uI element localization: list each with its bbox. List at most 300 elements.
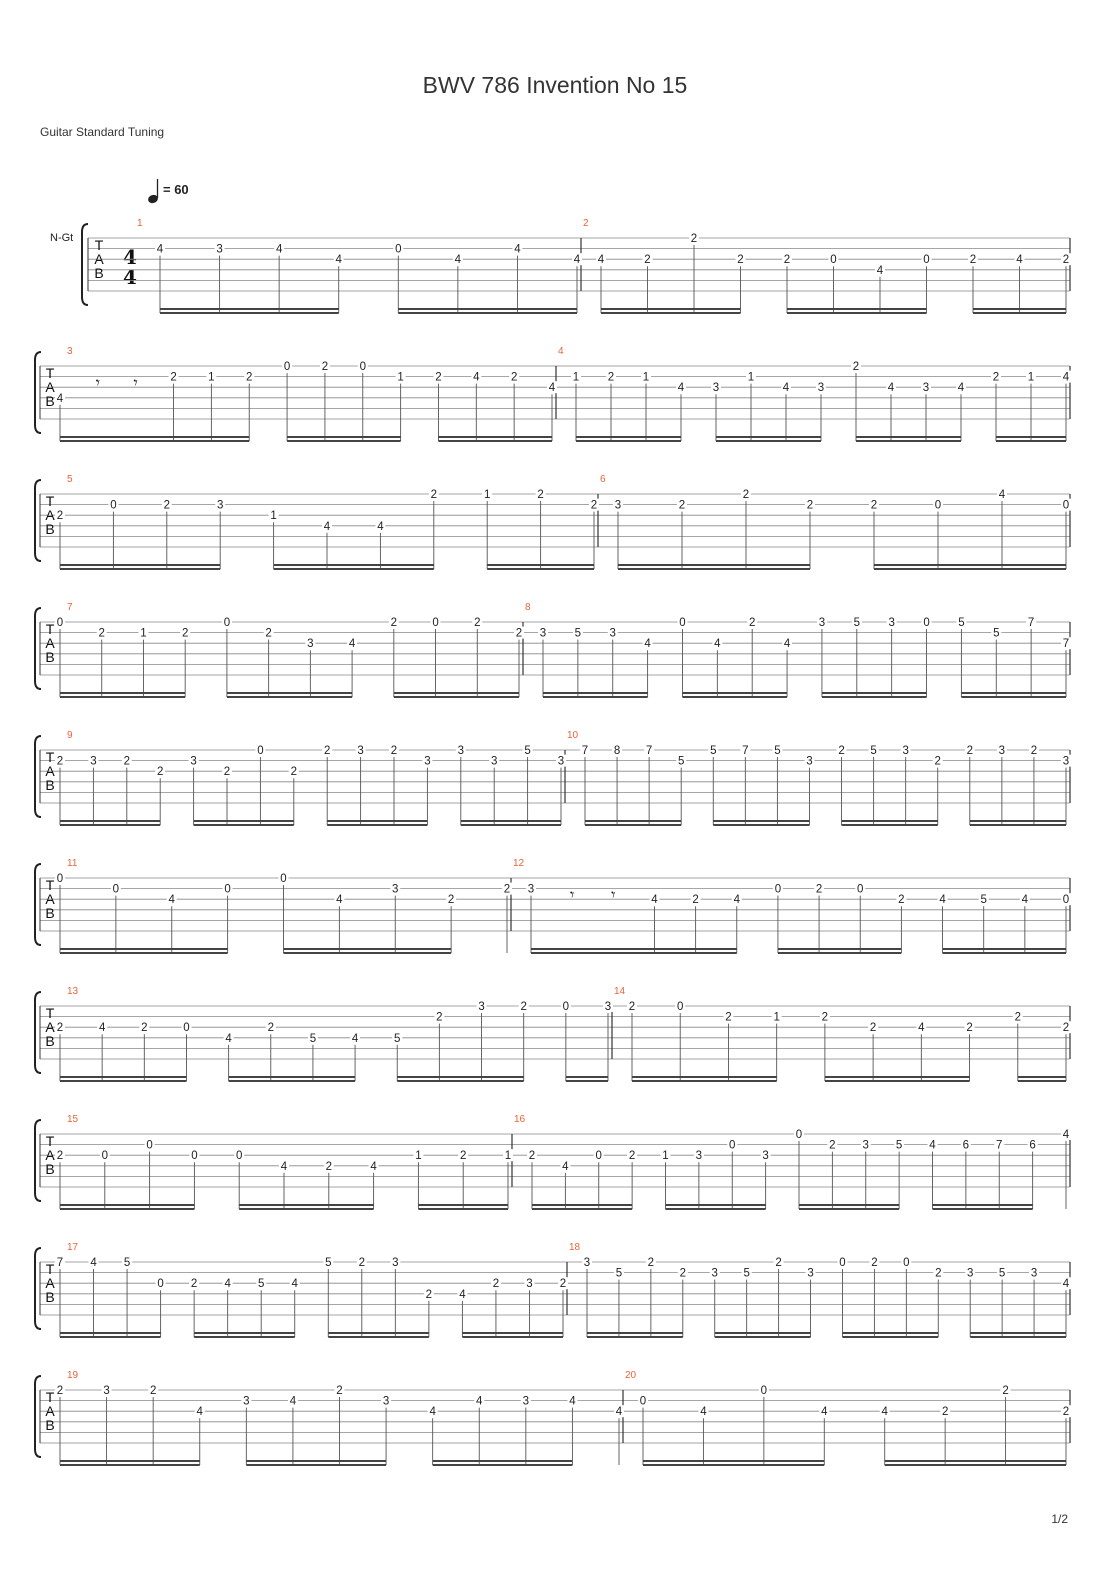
fret-number: 4: [98, 1022, 106, 1035]
tab-clef-letter: A: [45, 1147, 55, 1163]
tab-clef-letter: T: [45, 1005, 55, 1021]
fret-number: 2: [838, 745, 845, 757]
staff-bracket: [82, 224, 88, 305]
fret-number: 3: [583, 1257, 591, 1269]
measure-number: 19: [67, 1370, 79, 1381]
fret-number: 4: [275, 243, 283, 256]
fret-number: 5: [524, 745, 531, 757]
fret-number: 0: [157, 1278, 164, 1291]
fret-number: 4: [1021, 894, 1029, 907]
fret-number: 2: [1030, 745, 1038, 757]
fret-number: 4: [1062, 371, 1070, 384]
fret-number: 3: [522, 1395, 530, 1408]
fret-number: 5: [394, 1032, 401, 1045]
fret-number: 2: [935, 1267, 942, 1280]
fret-number: 4: [514, 243, 521, 256]
fret-number: 5: [574, 627, 582, 640]
fret-number: 0: [1062, 894, 1070, 907]
fret-number: 3: [190, 755, 197, 768]
fret-number: 0: [857, 883, 864, 896]
fret-number: 3: [392, 883, 399, 896]
fret-number: 2: [390, 617, 398, 629]
fret-number: 0: [101, 1150, 109, 1163]
fret-number: 3: [888, 617, 895, 629]
fret-number: 2: [748, 617, 756, 629]
fret-number: 4: [881, 1406, 888, 1419]
fret-number: 3: [103, 1385, 110, 1397]
measure-number: 1: [137, 218, 143, 229]
fret-number: 5: [980, 894, 987, 907]
fret-number: 2: [966, 1022, 973, 1035]
measure-number: 6: [600, 474, 606, 485]
fret-number: 2: [267, 1022, 274, 1035]
fret-number: 5: [257, 1278, 265, 1291]
fret-number: 3: [609, 627, 616, 640]
fret-number: 2: [628, 1001, 636, 1013]
tab-clef-letter: B: [45, 649, 55, 665]
fret-number: 8: [613, 745, 621, 757]
fret-number: 3: [862, 1139, 869, 1152]
fret-number: 4: [1016, 254, 1023, 267]
fret-number: 3: [806, 755, 813, 768]
fret-number: 6: [1029, 1139, 1036, 1152]
fret-number: 3: [216, 243, 223, 256]
tab-clef-letter: A: [45, 1403, 55, 1419]
fret-number: 4: [821, 1406, 828, 1419]
fret-number: 0: [283, 361, 291, 373]
tab-clef-letter: B: [45, 521, 55, 537]
fret-number: 4: [644, 638, 651, 651]
fret-number: 2: [1002, 1385, 1009, 1397]
fret-number: 2: [425, 1288, 433, 1301]
fret-number: 4: [569, 1395, 576, 1408]
fret-number: 3: [557, 755, 565, 768]
fret-number: 2: [1062, 1022, 1070, 1035]
fret-number: 0: [432, 617, 439, 629]
rest-icon: 𝄾: [570, 885, 575, 904]
tab-clef-letter: A: [45, 507, 55, 523]
fret-number: 2: [474, 617, 481, 629]
fret-number: 2: [590, 499, 598, 512]
fret-number: 4: [473, 371, 480, 384]
fret-number: 1: [504, 1150, 512, 1163]
track-name: N-Gt: [50, 232, 74, 244]
fret-number: 2: [1062, 254, 1070, 267]
fret-number: 0: [839, 1257, 846, 1269]
fret-number: 2: [358, 1257, 366, 1269]
rest-icon: 𝄾: [133, 373, 138, 392]
measure-number: 9: [67, 730, 73, 741]
fret-number: 5: [895, 1139, 903, 1152]
fret-number: 2: [265, 627, 272, 640]
fret-number: 5: [710, 745, 717, 757]
fret-number: 3: [1062, 755, 1070, 768]
fret-number: 4: [289, 1395, 297, 1408]
score-title: BWV 786 Invention No 15: [422, 72, 688, 98]
fret-number: 3: [614, 499, 622, 512]
tab-clef-letter: T: [45, 749, 55, 765]
fret-number: 3: [818, 617, 826, 629]
fret-number: 1: [415, 1150, 422, 1163]
tab-clef-letter: B: [45, 1161, 55, 1177]
fret-number: 1: [572, 371, 580, 384]
fret-number: 4: [929, 1139, 936, 1152]
fret-number: 4: [876, 264, 884, 277]
fret-number: 0: [146, 1139, 153, 1152]
fret-number: 0: [183, 1022, 190, 1035]
fret-number: 1: [662, 1150, 669, 1163]
fret-number: 0: [112, 883, 120, 896]
fret-number: 0: [56, 873, 64, 885]
fret-number: 4: [56, 392, 64, 405]
fret-number: 0: [359, 361, 366, 373]
fret-number: 2: [321, 361, 329, 373]
fret-number: 2: [783, 254, 791, 267]
fret-number: 2: [898, 894, 905, 907]
fret-number: 2: [607, 371, 615, 384]
fret-number: 3: [902, 745, 909, 757]
fret-number: 3: [216, 499, 224, 512]
fret-number: 5: [870, 745, 877, 757]
fret-number: 0: [257, 745, 264, 757]
fret-number: 4: [998, 489, 1006, 501]
fret-number: 3: [478, 1001, 485, 1013]
tab-clef-letter: T: [45, 1389, 55, 1405]
fret-number: 7: [645, 745, 653, 757]
fret-number: 4: [291, 1278, 298, 1291]
rest-icon: 𝄾: [611, 885, 616, 904]
fret-number: 7: [996, 1139, 1003, 1152]
fret-number: 0: [595, 1150, 602, 1163]
fret-number: 4: [196, 1406, 203, 1419]
fret-number: 2: [871, 1257, 878, 1269]
measure-number: 4: [558, 346, 564, 357]
fret-number: 4: [733, 894, 740, 907]
fret-number: 4: [918, 1022, 925, 1035]
fret-number: 2: [537, 489, 544, 501]
fret-number: 4: [335, 254, 342, 267]
fret-number: 0: [223, 617, 231, 629]
fret-number: 2: [934, 755, 941, 768]
fret-number: 7: [581, 745, 589, 757]
tab-clef-letter: A: [94, 251, 104, 267]
fret-number: 4: [168, 894, 175, 907]
fret-number: 3: [966, 1267, 974, 1280]
measure-number: 16: [514, 1114, 526, 1125]
fret-number: 2: [163, 499, 171, 512]
measure-number: 17: [67, 1242, 79, 1253]
fret-number: 2: [775, 1257, 782, 1269]
fret-number: 3: [807, 1267, 814, 1280]
fret-number: 2: [628, 1150, 636, 1163]
fret-number: 3: [1030, 1267, 1038, 1280]
measure-number: 20: [625, 1370, 637, 1381]
measure-number: 8: [525, 602, 531, 613]
fret-number: 0: [934, 499, 942, 512]
fret-number: 2: [515, 627, 523, 640]
fret-number: 4: [348, 638, 356, 651]
tab-clef-letter: B: [45, 1033, 55, 1049]
tuning-label: Guitar Standard Tuning: [40, 125, 165, 139]
tab-clef-letter: B: [45, 777, 55, 793]
fret-number: 3: [527, 883, 535, 896]
fret-number: 4: [887, 382, 895, 395]
fret-number: 2: [869, 1022, 877, 1035]
fret-number: 0: [760, 1385, 768, 1397]
fret-number: 3: [762, 1150, 769, 1163]
measure-number: 5: [67, 474, 73, 485]
measure-number: 13: [67, 986, 79, 997]
fret-number: 5: [677, 755, 685, 768]
tempo-marking: = 60: [163, 182, 189, 197]
tab-clef-letter: B: [45, 1289, 55, 1305]
fret-number: 0: [677, 1001, 684, 1013]
measure-number: 15: [67, 1114, 79, 1125]
fret-number: 4: [1062, 1278, 1070, 1291]
fret-number: 1: [642, 371, 650, 384]
page-number: 1/2: [1051, 1512, 1068, 1526]
fret-number: 5: [993, 627, 1000, 640]
tab-clef-letter: B: [45, 393, 55, 409]
measure-number: 14: [614, 986, 626, 997]
fret-number: 2: [141, 1022, 148, 1035]
fret-number: 2: [966, 745, 974, 757]
tab-clef-letter: B: [45, 1417, 55, 1433]
fret-number: 2: [56, 755, 64, 768]
fret-number: 2: [941, 1406, 949, 1419]
fret-number: 3: [457, 745, 465, 757]
fret-number: 0: [923, 254, 930, 267]
fret-number: 4: [562, 1160, 569, 1173]
fret-number: 3: [817, 382, 825, 395]
fret-number: 2: [503, 883, 511, 896]
fret-number: 2: [510, 371, 518, 384]
fret-number: 3: [712, 382, 720, 395]
fret-number: 2: [806, 499, 814, 512]
fret-number: 2: [520, 1001, 527, 1013]
fret-number: 3: [526, 1278, 533, 1291]
fret-number: 3: [382, 1395, 390, 1408]
fret-number: 4: [939, 894, 946, 907]
tab-clef-letter: B: [45, 905, 55, 921]
fret-number: 2: [56, 1150, 64, 1163]
fret-number: 2: [436, 1011, 443, 1024]
rest-icon: 𝄾: [95, 373, 100, 392]
fret-number: 2: [190, 1278, 198, 1291]
fret-number: 3: [539, 627, 547, 640]
measure-number: 2: [583, 218, 589, 229]
fret-number: 2: [459, 1150, 467, 1163]
fret-number: 2: [223, 766, 231, 779]
fret-number: 3: [604, 1001, 612, 1013]
fret-number: 3: [695, 1150, 703, 1163]
fret-number: 1: [773, 1011, 780, 1024]
fret-number: 0: [679, 617, 686, 629]
measure-number: 3: [67, 346, 73, 357]
tab-clef-letter: A: [45, 891, 55, 907]
fret-number: 2: [992, 371, 1000, 384]
fret-number: 3: [392, 1257, 399, 1269]
fret-number: 4: [651, 894, 658, 907]
fret-number: 2: [852, 361, 860, 373]
fret-number: 2: [559, 1278, 567, 1291]
measure-number: 18: [569, 1242, 581, 1253]
fret-number: 5: [958, 617, 965, 629]
fret-number: 3: [998, 745, 1006, 757]
fret-number: 4: [476, 1395, 483, 1408]
fret-number: 4: [280, 1160, 288, 1173]
fret-number: 1: [397, 371, 404, 384]
tab-clef-letter: T: [45, 877, 55, 893]
fret-number: 4: [548, 382, 556, 395]
fret-number: 2: [246, 371, 253, 384]
fret-number: 0: [395, 243, 402, 256]
fret-number: 4: [957, 382, 965, 395]
fret-number: 1: [140, 627, 147, 640]
fret-number: 2: [170, 371, 177, 384]
fret-number: 2: [323, 745, 331, 757]
fret-number: 2: [725, 1011, 732, 1024]
fret-number: 2: [123, 755, 131, 768]
fret-number: 0: [56, 617, 64, 629]
fret-number: 2: [815, 883, 823, 896]
fret-number: 4: [782, 382, 790, 395]
tab-clef-letter: A: [45, 1275, 55, 1291]
tab-clef-letter: T: [94, 237, 104, 253]
fret-number: 2: [969, 254, 977, 267]
fret-number: 0: [639, 1395, 647, 1408]
fret-number: 0: [235, 1150, 243, 1163]
fret-number: 4: [615, 1406, 623, 1419]
fret-number: 0: [191, 1150, 198, 1163]
measure-number: 10: [567, 730, 579, 741]
measure-number: 7: [67, 602, 73, 613]
fret-number: 6: [962, 1139, 970, 1152]
fret-number: 4: [377, 520, 384, 533]
fret-number: 2: [156, 766, 164, 779]
fret-number: 4: [459, 1288, 466, 1301]
fret-number: 2: [181, 627, 189, 640]
fret-number: 3: [424, 755, 431, 768]
fret-number: 4: [597, 254, 605, 267]
fret-number: 2: [737, 254, 744, 267]
tab-clef-letter: A: [45, 763, 55, 779]
fret-number: 5: [853, 617, 861, 629]
fret-number: 3: [490, 755, 498, 768]
fret-number: 2: [492, 1278, 500, 1291]
fret-number: 0: [729, 1139, 736, 1152]
fret-number: 0: [903, 1257, 910, 1269]
fret-number: 1: [747, 371, 755, 384]
fret-number: 4: [1062, 1129, 1070, 1141]
tab-clef-letter: A: [45, 635, 55, 651]
fret-number: 2: [430, 489, 438, 501]
fret-number: 5: [743, 1267, 750, 1280]
fret-number: 2: [678, 499, 686, 512]
fret-number: 4: [783, 638, 791, 651]
fret-number: 2: [829, 1139, 836, 1152]
fret-number: 2: [742, 489, 750, 501]
fret-number: 1: [270, 510, 277, 523]
fret-number: 4: [90, 1257, 97, 1269]
fret-number: 2: [325, 1160, 333, 1173]
tab-clef-letter: T: [45, 1261, 55, 1277]
fret-number: 7: [742, 745, 749, 757]
fret-number: 2: [56, 1022, 64, 1035]
fret-number: 4: [700, 1406, 707, 1419]
fret-number: 3: [711, 1267, 718, 1280]
fret-number: 4: [573, 254, 581, 267]
fret-number: 1: [208, 371, 215, 384]
tab-clef-letter: T: [45, 365, 55, 381]
fret-number: 7: [1027, 617, 1035, 629]
fret-number: 3: [243, 1395, 250, 1408]
time-signature-top: 4: [123, 245, 137, 269]
fret-number: 0: [224, 883, 231, 896]
fret-number: 4: [714, 638, 721, 651]
fret-number: 2: [435, 371, 442, 384]
fret-number: 2: [870, 499, 878, 512]
fret-number: 2: [336, 1385, 343, 1397]
fret-number: 4: [677, 382, 685, 395]
fret-number: 4: [454, 254, 462, 267]
fret-number: 0: [795, 1129, 803, 1141]
fret-number: 5: [309, 1032, 317, 1045]
fret-number: 5: [325, 1257, 332, 1269]
fret-number: 4: [351, 1032, 359, 1045]
fret-number: 4: [156, 243, 164, 256]
fret-number: 5: [774, 745, 781, 757]
fret-number: 0: [1062, 499, 1070, 512]
fret-number: 2: [447, 894, 455, 907]
fret-number: 0: [280, 873, 287, 885]
tab-clef-letter: A: [45, 379, 55, 395]
fret-number: 3: [922, 382, 930, 395]
fret-number: 2: [1062, 1406, 1070, 1419]
tab-clef-letter: B: [94, 265, 104, 281]
fret-number: 0: [923, 617, 930, 629]
fret-number: 4: [225, 1032, 232, 1045]
fret-number: 2: [644, 254, 651, 267]
fret-number: 2: [56, 1385, 64, 1397]
fret-number: 4: [336, 894, 343, 907]
fret-number: 0: [110, 499, 117, 512]
fret-number: 7: [56, 1257, 64, 1269]
fret-number: 0: [830, 254, 837, 267]
measure-number: 11: [67, 858, 78, 869]
fret-number: 2: [149, 1385, 157, 1397]
tab-clef-letter: T: [45, 621, 55, 637]
tab-clef-letter: T: [45, 493, 55, 509]
fret-number: 2: [821, 1011, 829, 1024]
fret-number: 2: [290, 766, 298, 779]
measure-number: 12: [513, 858, 525, 869]
fret-number: 5: [615, 1267, 623, 1280]
tab-clef-letter: T: [45, 1133, 55, 1149]
fret-number: 2: [679, 1267, 687, 1280]
fret-number: 5: [998, 1267, 1006, 1280]
fret-number: 4: [224, 1278, 231, 1291]
fret-number: 0: [774, 883, 782, 896]
time-signature-bottom: 4: [123, 265, 137, 289]
fret-number: 0: [562, 1001, 570, 1013]
fret-number: 4: [370, 1160, 377, 1173]
fret-number: 2: [390, 745, 398, 757]
fret-number: 3: [357, 745, 364, 757]
fret-number: 2: [56, 510, 64, 523]
fret-number: 7: [1062, 638, 1070, 651]
fret-number: 3: [90, 755, 97, 768]
